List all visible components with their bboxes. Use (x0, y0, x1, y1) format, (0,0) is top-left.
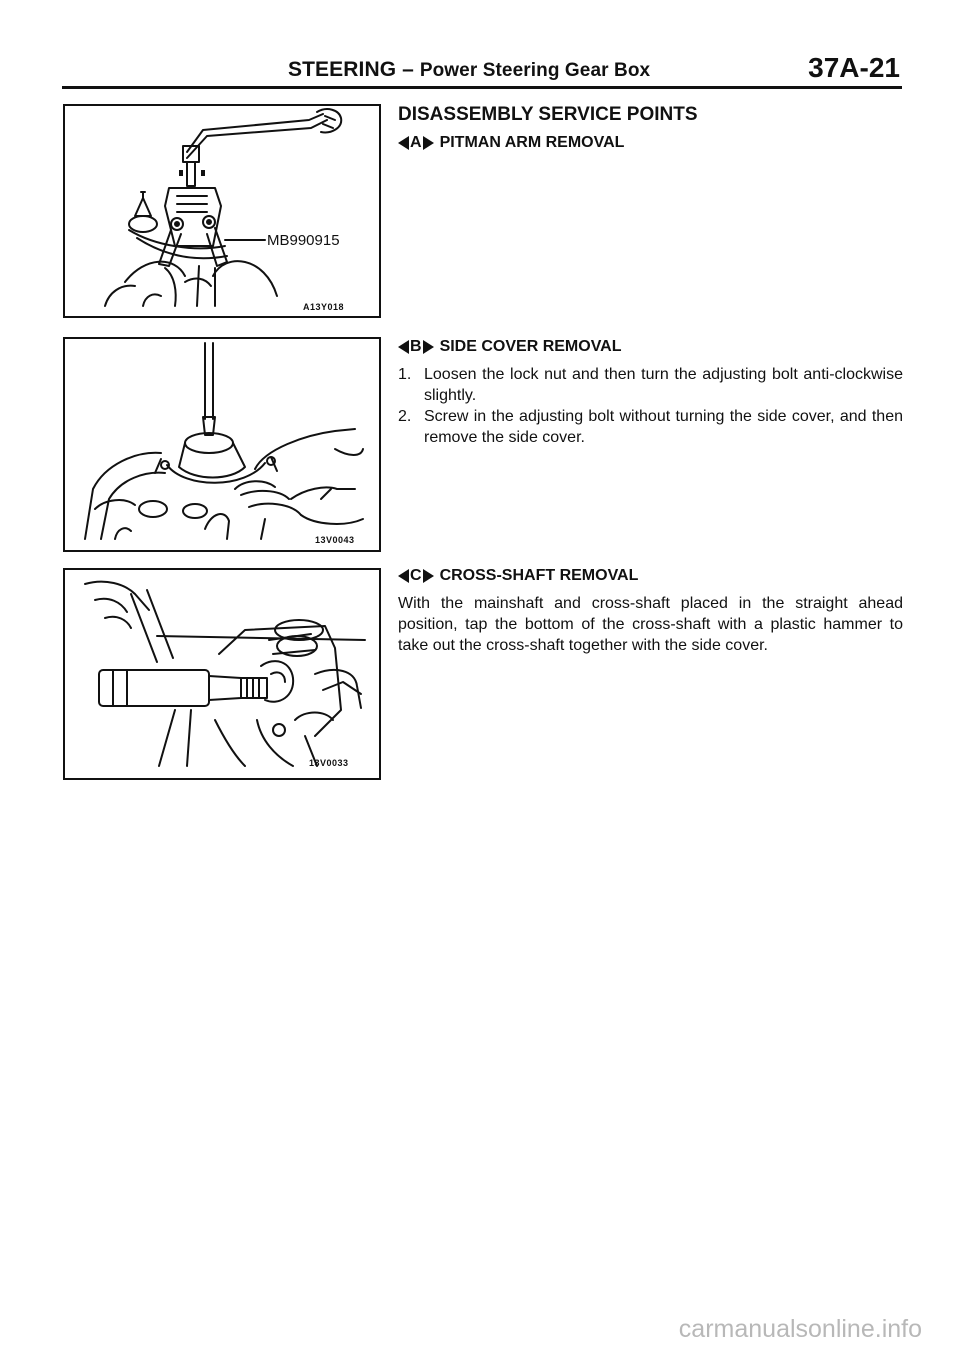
section-name: STEERING (288, 58, 397, 81)
footer-watermark: carmanualsonline.info (678, 1315, 922, 1343)
right-arrow-icon (423, 340, 434, 354)
step-letter: B (410, 338, 422, 355)
list-number: 1. (398, 366, 412, 383)
list-number: 2. (398, 408, 412, 425)
figure-code: 13V0043 (315, 535, 355, 545)
list-text: Screw in the adjusting bolt without turning the side cover, and then remove the side cover. (424, 408, 903, 446)
side-cover-removal-illustration (65, 339, 379, 550)
side-cover-steps-list (398, 364, 903, 448)
list-item (398, 406, 903, 448)
step-title: SIDE COVER REMOVAL (439, 338, 622, 355)
right-arrow-icon (423, 136, 434, 150)
page-number: 37A-21 (808, 52, 900, 83)
pitman-arm-puller-illustration (65, 106, 379, 316)
left-arrow-icon (398, 136, 409, 150)
subsection-name: Power Steering Gear Box (419, 60, 651, 81)
step-b-heading (398, 338, 622, 356)
figure-side-cover-removal (63, 337, 381, 552)
header-dash: – (402, 58, 414, 81)
tool-number-label: MB990915 (267, 232, 340, 249)
step-title: CROSS-SHAFT REMOVAL (439, 567, 639, 584)
step-a-heading (398, 134, 624, 152)
page-header-title (288, 58, 650, 82)
step-letter: A (410, 134, 422, 151)
figure-code: 13V0033 (309, 758, 349, 768)
step-c-heading (398, 567, 638, 585)
figure-code: A13Y018 (303, 302, 345, 312)
left-arrow-icon (398, 340, 409, 354)
step-marker-c (398, 567, 434, 585)
step-letter: C (410, 567, 422, 584)
header-divider (62, 86, 902, 89)
list-text: Loosen the lock nut and then turn the adjusting bolt anti-clockwise slightly. (424, 366, 903, 404)
step-title: PITMAN ARM REMOVAL (439, 134, 625, 151)
cross-shaft-instructions: With the mainshaft and cross-shaft placed in the straight ahead position, tap the bottom of the cross-shaft with a plastic hammer to take out the cross-shaft together with the side cover. (398, 595, 903, 654)
step-marker-b (398, 338, 434, 356)
step-marker-a (398, 134, 434, 152)
list-item (398, 364, 903, 406)
section-heading: DISASSEMBLY SERVICE POINTS (398, 104, 698, 125)
right-arrow-icon (423, 569, 434, 583)
cross-shaft-removal-illustration (65, 570, 379, 778)
left-arrow-icon (398, 569, 409, 583)
figure-pitman-arm-puller (63, 104, 381, 318)
figure-cross-shaft-removal (63, 568, 381, 780)
